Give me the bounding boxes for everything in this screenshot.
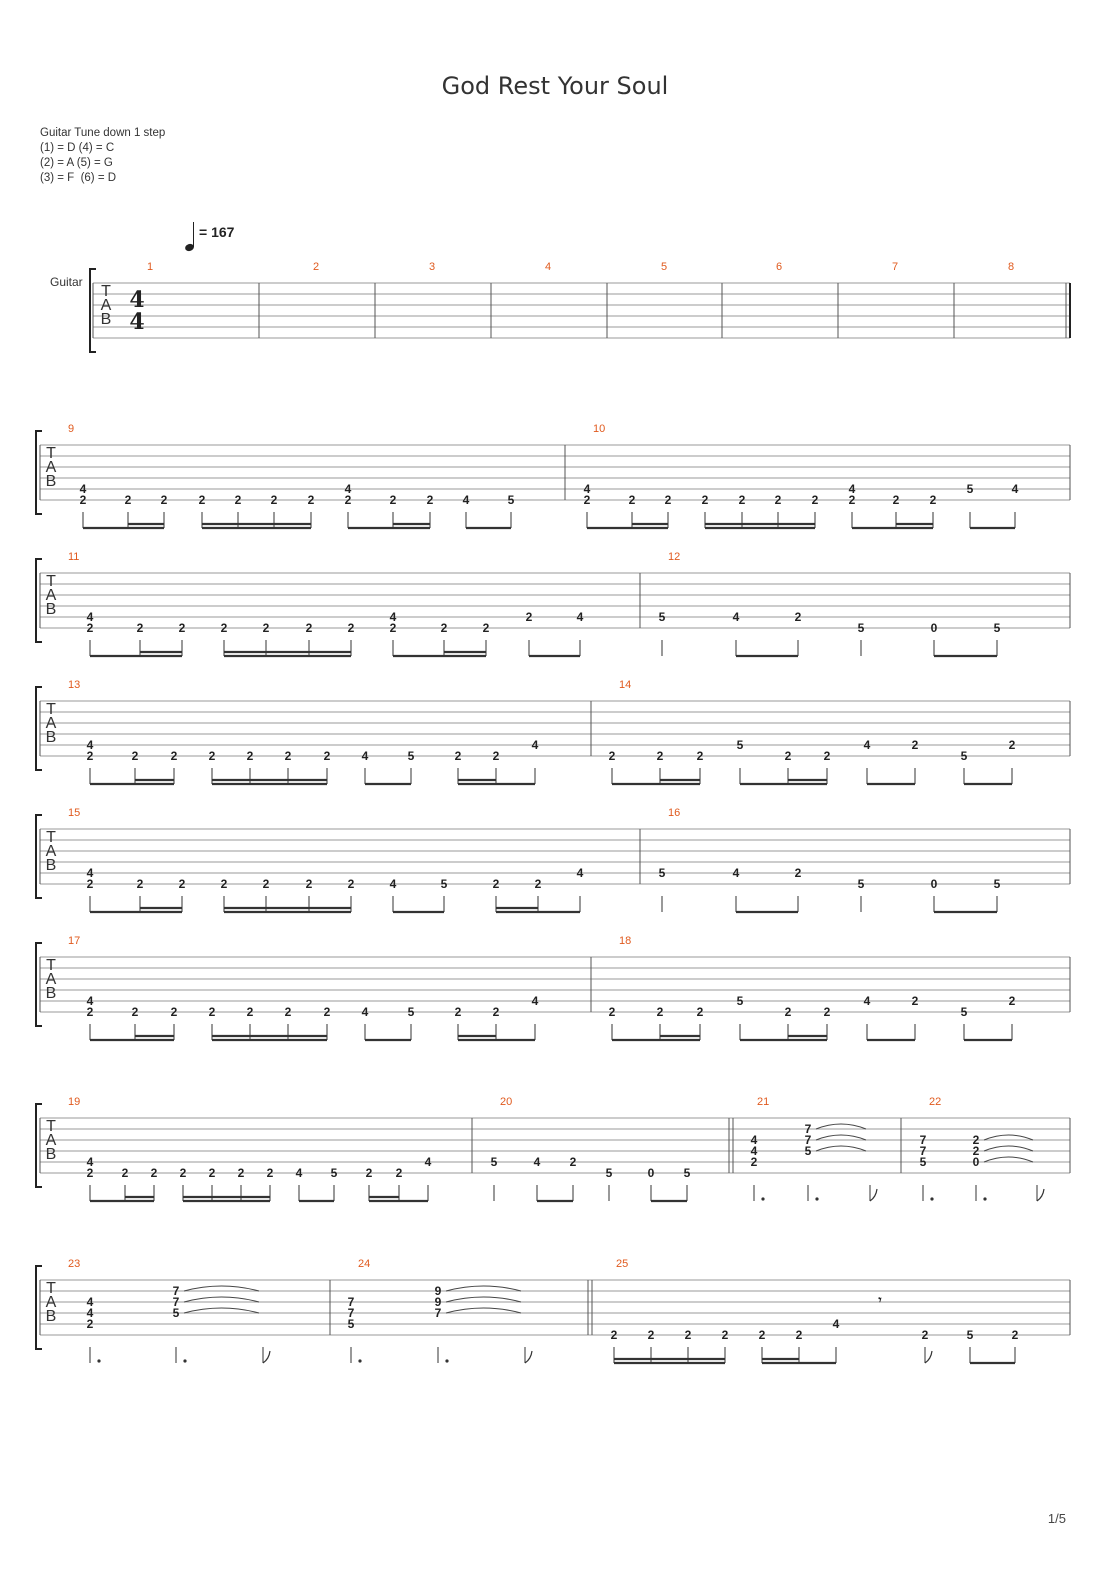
- instrument-label: Guitar: [50, 275, 83, 289]
- fret-number: 2: [921, 1328, 929, 1342]
- fret-number: 2: [656, 749, 664, 763]
- fret-number: 2: [365, 1166, 373, 1180]
- fret-number: 4: [732, 610, 740, 624]
- fret-number: 2: [86, 749, 94, 763]
- fret-number: 2: [86, 877, 94, 891]
- fret-number: 2: [86, 1005, 94, 1019]
- measure-number: 14: [619, 679, 632, 691]
- fret-number: 2: [758, 1328, 766, 1342]
- fret-number: 4: [389, 877, 397, 891]
- fret-number: 2: [266, 1166, 274, 1180]
- measure-number: 6: [776, 261, 783, 273]
- tie-arc: [446, 1286, 521, 1291]
- tie-arc: [446, 1308, 521, 1313]
- tuning-line: (2) = A (5) = G: [40, 157, 113, 169]
- measure-number: 24: [358, 1258, 371, 1270]
- fret-number: 7: [172, 1295, 180, 1309]
- fret-number: 2: [246, 749, 254, 763]
- fret-number: 2: [608, 749, 616, 763]
- measure-number: 19: [68, 1096, 81, 1108]
- fret-number: 2: [323, 749, 331, 763]
- fret-number: 2: [86, 1317, 94, 1331]
- fret-number: 2: [344, 493, 352, 507]
- fret-number: 2: [664, 493, 672, 507]
- tie-arc: [984, 1146, 1033, 1151]
- fret-number: 2: [179, 1166, 187, 1180]
- tie-arc: [446, 1297, 521, 1302]
- dot-icon: [930, 1197, 933, 1200]
- fret-number: 2: [347, 621, 355, 635]
- dot-icon: [358, 1359, 361, 1362]
- fret-number: 2: [426, 493, 434, 507]
- fret-number: 5: [507, 493, 515, 507]
- measure-number: 18: [619, 935, 632, 947]
- fret-number: 2: [608, 1005, 616, 1019]
- tab-clef-letter: T: [46, 701, 56, 718]
- dot-icon: [983, 1197, 986, 1200]
- measure-number: 15: [68, 807, 81, 819]
- fret-number: 5: [605, 1166, 613, 1180]
- fret-number: 2: [86, 1166, 94, 1180]
- measure-number: 4: [545, 261, 552, 273]
- fret-number: 2: [482, 621, 490, 635]
- measure-number: 12: [668, 551, 681, 563]
- fret-number: 2: [492, 1005, 500, 1019]
- dot-icon: [815, 1197, 818, 1200]
- fret-number: 5: [966, 482, 974, 496]
- tie-arc: [984, 1135, 1033, 1140]
- fret-number: 2: [131, 749, 139, 763]
- fret-number: 2: [208, 749, 216, 763]
- fret-number: 7: [919, 1133, 927, 1147]
- tab-clef-letter: B: [45, 857, 57, 874]
- fret-number: 2: [305, 877, 313, 891]
- song-title: God Rest Your Soul: [441, 72, 669, 100]
- fret-number: 2: [454, 749, 462, 763]
- fret-number: 2: [1008, 738, 1016, 752]
- system-bracket: [36, 1104, 42, 1187]
- fret-number: 5: [490, 1155, 498, 1169]
- fret-number: 2: [178, 621, 186, 635]
- fret-number: 2: [911, 994, 919, 1008]
- tab-clef-letter: B: [45, 1308, 57, 1325]
- fret-number: 4: [848, 482, 856, 496]
- fret-number: 2: [323, 1005, 331, 1019]
- tab-clef-letter: T: [46, 445, 56, 462]
- fret-number: 4: [86, 994, 94, 1008]
- fret-number: 4: [531, 994, 539, 1008]
- fret-number: 7: [172, 1284, 180, 1298]
- fret-number: 4: [462, 493, 470, 507]
- fret-number: 2: [160, 493, 168, 507]
- fret-number: 2: [131, 1005, 139, 1019]
- fret-number: 2: [647, 1328, 655, 1342]
- fret-number: 5: [736, 994, 744, 1008]
- fret-number: 2: [794, 866, 802, 880]
- fret-number: 4: [863, 994, 871, 1008]
- fret-number: 4: [361, 1005, 369, 1019]
- fret-number: 4: [86, 610, 94, 624]
- measure-number: 23: [68, 1258, 81, 1270]
- fret-number: 2: [234, 493, 242, 507]
- fret-number: 5: [966, 1328, 974, 1342]
- measure-number: 7: [892, 261, 899, 273]
- system-bracket: [36, 1266, 42, 1349]
- fret-number: 4: [1011, 482, 1019, 496]
- measure-number: 10: [593, 423, 606, 435]
- fret-number: 2: [208, 1005, 216, 1019]
- fret-number: 4: [832, 1317, 840, 1331]
- fret-number: 2: [784, 1005, 792, 1019]
- tab-clef-letter: B: [45, 985, 57, 1002]
- fret-number: 2: [721, 1328, 729, 1342]
- fret-number: 2: [696, 1005, 704, 1019]
- eighth-flag-icon: [1037, 1189, 1044, 1201]
- fret-number: 7: [347, 1306, 355, 1320]
- fret-number: 2: [395, 1166, 403, 1180]
- fret-number: 2: [892, 493, 900, 507]
- eighth-flag-icon: [263, 1351, 270, 1363]
- fret-number: 2: [534, 877, 542, 891]
- measure-number: 9: [68, 423, 75, 435]
- fret-number: 2: [811, 493, 819, 507]
- fret-number: 2: [911, 738, 919, 752]
- measure-number: 13: [68, 679, 81, 691]
- fret-number: 4: [361, 749, 369, 763]
- fret-number: 2: [305, 621, 313, 635]
- fret-number: 2: [220, 621, 228, 635]
- fret-number: 2: [750, 1155, 758, 1169]
- fret-number: 4: [533, 1155, 541, 1169]
- fret-number: 2: [583, 493, 591, 507]
- fret-number: 5: [172, 1306, 180, 1320]
- fret-number: 5: [960, 1005, 968, 1019]
- fret-number: 7: [919, 1144, 927, 1158]
- time-signature-bottom: 4: [129, 309, 145, 335]
- fret-number: 4: [344, 482, 352, 496]
- tab-clef-letter: A: [45, 971, 57, 988]
- measure-number: 11: [68, 551, 80, 563]
- fret-number: 2: [823, 749, 831, 763]
- fret-number: 2: [794, 610, 802, 624]
- fret-number: 2: [79, 493, 87, 507]
- fret-number: 2: [454, 1005, 462, 1019]
- fret-number: 4: [86, 738, 94, 752]
- fret-number: 9: [434, 1295, 442, 1309]
- measure-number: 17: [68, 935, 81, 947]
- fret-number: 4: [732, 866, 740, 880]
- eighth-rest-icon: 𝄾: [878, 1293, 882, 1307]
- dot-icon: [97, 1359, 100, 1362]
- fret-number: 5: [440, 877, 448, 891]
- fret-number: 4: [583, 482, 591, 496]
- fret-number: 2: [237, 1166, 245, 1180]
- fret-number: 4: [424, 1155, 432, 1169]
- measure-number: 25: [616, 1258, 629, 1270]
- fret-number: 2: [774, 493, 782, 507]
- fret-number: 4: [750, 1133, 758, 1147]
- fret-number: 2: [220, 877, 228, 891]
- fret-number: 5: [347, 1317, 355, 1331]
- measure-number: 20: [500, 1096, 513, 1108]
- fret-number: 5: [804, 1144, 812, 1158]
- tie-arc: [816, 1135, 866, 1140]
- fret-number: 7: [804, 1122, 812, 1136]
- measure-number: 3: [429, 261, 436, 273]
- tab-clef-letter: A: [45, 1294, 57, 1311]
- fret-number: 5: [993, 877, 1001, 891]
- tab-clef-letter: A: [100, 297, 112, 314]
- fret-number: 2: [136, 877, 144, 891]
- fret-number: 2: [170, 1005, 178, 1019]
- system-bracket: [36, 687, 42, 770]
- fret-number: 5: [857, 877, 865, 891]
- tuning-line: (3) = F (6) = D: [40, 172, 117, 184]
- fret-number: 5: [736, 738, 744, 752]
- fret-number: 7: [347, 1295, 355, 1309]
- fret-number: 2: [492, 877, 500, 891]
- eighth-flag-icon: [525, 1351, 532, 1363]
- fret-number: 2: [795, 1328, 803, 1342]
- fret-number: 4: [86, 1155, 94, 1169]
- fret-number: 4: [86, 1306, 94, 1320]
- fret-number: 2: [124, 493, 132, 507]
- fret-number: 5: [658, 610, 666, 624]
- tuning-line: (1) = D (4) = C: [40, 142, 115, 154]
- fret-number: 5: [919, 1155, 927, 1169]
- system-bracket: [36, 431, 42, 514]
- fret-number: 2: [628, 493, 636, 507]
- tie-arc: [816, 1146, 866, 1151]
- fret-number: 2: [389, 493, 397, 507]
- fret-number: 5: [407, 1005, 415, 1019]
- fret-number: 2: [656, 1005, 664, 1019]
- fret-number: 9: [434, 1284, 442, 1298]
- tab-clef-letter: T: [46, 573, 56, 590]
- fret-number: 2: [784, 749, 792, 763]
- fret-number: 2: [150, 1166, 158, 1180]
- fret-number: 2: [696, 749, 704, 763]
- fret-number: 2: [848, 493, 856, 507]
- fret-number: 2: [86, 621, 94, 635]
- fret-number: 2: [136, 621, 144, 635]
- tab-clef-letter: B: [100, 311, 112, 328]
- measure-number: 21: [757, 1096, 770, 1108]
- tab-clef-letter: A: [45, 459, 57, 476]
- time-signature-top: 4: [129, 287, 145, 313]
- fret-number: 2: [1008, 994, 1016, 1008]
- fret-number: 2: [246, 1005, 254, 1019]
- dot-icon: [183, 1359, 186, 1362]
- tab-clef-letter: A: [45, 715, 57, 732]
- tie-arc: [184, 1308, 259, 1313]
- fret-number: 4: [531, 738, 539, 752]
- fret-number: 5: [658, 866, 666, 880]
- fret-number: 2: [972, 1144, 980, 1158]
- fret-number: 2: [389, 621, 397, 635]
- tie-arc: [984, 1157, 1033, 1162]
- fret-number: 2: [347, 877, 355, 891]
- fret-number: 0: [972, 1155, 980, 1169]
- system-bracket: [36, 943, 42, 1026]
- eighth-flag-icon: [870, 1189, 877, 1201]
- fret-number: 2: [492, 749, 500, 763]
- tab-clef-letter: B: [45, 601, 57, 618]
- fret-number: 4: [576, 610, 584, 624]
- fret-number: 2: [525, 610, 533, 624]
- fret-number: 5: [960, 749, 968, 763]
- fret-number: 0: [647, 1166, 655, 1180]
- fret-number: 2: [208, 1166, 216, 1180]
- fret-number: 2: [1011, 1328, 1019, 1342]
- fret-number: 2: [972, 1133, 980, 1147]
- fret-number: 7: [804, 1133, 812, 1147]
- system-bracket: [36, 815, 42, 898]
- fret-number: 2: [610, 1328, 618, 1342]
- fret-number: 2: [738, 493, 746, 507]
- tab-clef-letter: T: [46, 1280, 56, 1297]
- fret-number: 0: [930, 621, 938, 635]
- tie-arc: [184, 1297, 259, 1302]
- fret-number: 2: [307, 493, 315, 507]
- tie-arc: [184, 1286, 259, 1291]
- measure-number: 2: [313, 261, 320, 273]
- fret-number: 4: [86, 1295, 94, 1309]
- fret-number: 4: [576, 866, 584, 880]
- tab-clef-letter: A: [45, 587, 57, 604]
- tab-clef-letter: T: [46, 1118, 56, 1135]
- tab-clef-letter: B: [45, 1146, 57, 1163]
- dot-icon: [445, 1359, 448, 1362]
- tab-clef-letter: T: [46, 829, 56, 846]
- dot-icon: [761, 1197, 764, 1200]
- fret-number: 5: [857, 621, 865, 635]
- fret-number: 5: [407, 749, 415, 763]
- fret-number: 2: [701, 493, 709, 507]
- fret-number: 2: [262, 621, 270, 635]
- tab-clef-letter: A: [45, 843, 57, 860]
- fret-number: 4: [79, 482, 87, 496]
- tab-clef-letter: A: [45, 1132, 57, 1149]
- measure-number: 1: [147, 261, 154, 273]
- system-bracket: [36, 559, 42, 642]
- tab-clef-letter: T: [101, 283, 111, 300]
- tuning-heading: Guitar Tune down 1 step: [40, 127, 166, 139]
- fret-number: 2: [284, 1005, 292, 1019]
- fret-number: 2: [569, 1155, 577, 1169]
- tab-clef-letter: B: [45, 729, 57, 746]
- fret-number: 2: [823, 1005, 831, 1019]
- fret-number: 2: [178, 877, 186, 891]
- page-number: 1/5: [1047, 1511, 1066, 1526]
- fret-number: 5: [330, 1166, 338, 1180]
- eighth-flag-icon: [925, 1351, 932, 1363]
- fret-number: 0: [930, 877, 938, 891]
- fret-number: 4: [750, 1144, 758, 1158]
- fret-number: 4: [86, 866, 94, 880]
- fret-number: 7: [434, 1306, 442, 1320]
- fret-number: 5: [683, 1166, 691, 1180]
- tab-clef-letter: T: [46, 957, 56, 974]
- measure-number: 22: [929, 1096, 942, 1108]
- tempo-value: = 167: [199, 224, 235, 240]
- fret-number: 2: [270, 493, 278, 507]
- fret-number: 2: [121, 1166, 129, 1180]
- fret-number: 4: [389, 610, 397, 624]
- fret-number: 2: [198, 493, 206, 507]
- fret-number: 2: [929, 493, 937, 507]
- measure-number: 8: [1008, 261, 1015, 273]
- fret-number: 2: [440, 621, 448, 635]
- tie-arc: [816, 1124, 866, 1129]
- fret-number: 4: [295, 1166, 303, 1180]
- measure-number: 5: [661, 261, 668, 273]
- measure-number: 16: [668, 807, 681, 819]
- tab-clef-letter: B: [45, 473, 57, 490]
- fret-number: 4: [863, 738, 871, 752]
- fret-number: 5: [993, 621, 1001, 635]
- fret-number: 2: [262, 877, 270, 891]
- fret-number: 2: [684, 1328, 692, 1342]
- fret-number: 2: [170, 749, 178, 763]
- fret-number: 2: [284, 749, 292, 763]
